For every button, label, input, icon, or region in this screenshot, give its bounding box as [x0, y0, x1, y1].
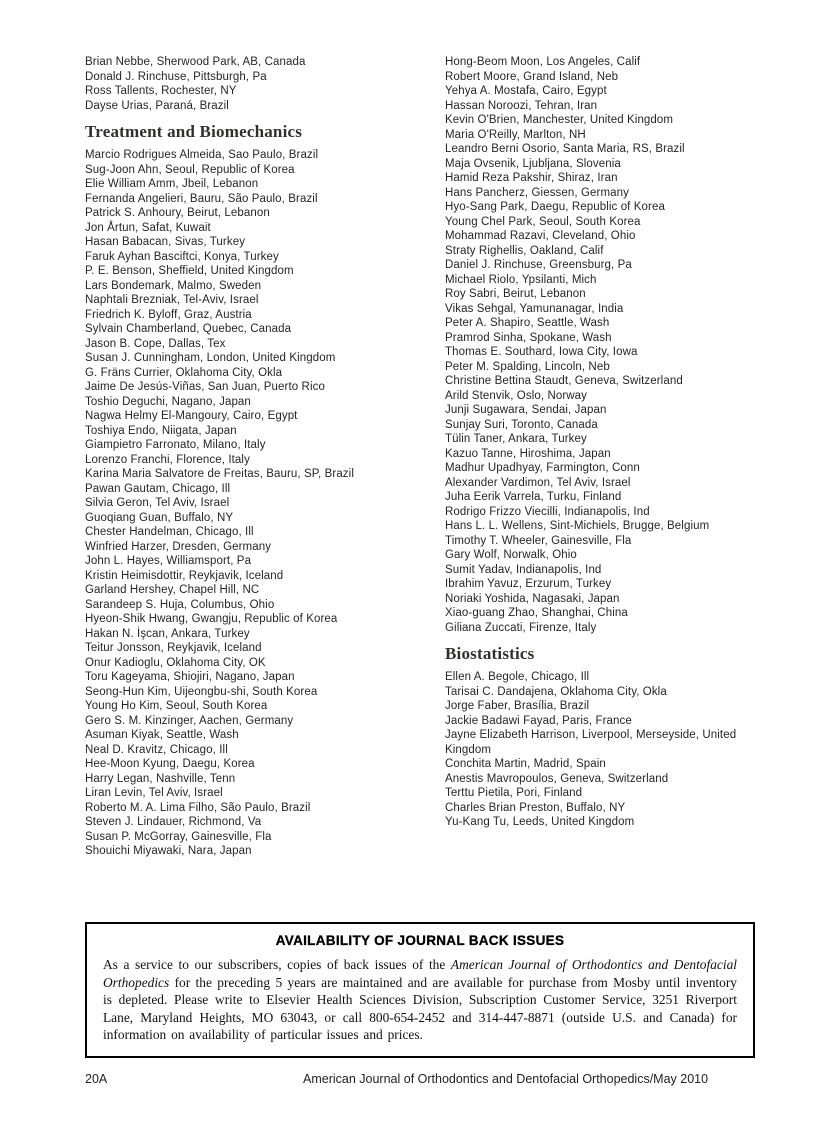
reviewer-entry: Hee-Moon Kyung, Daegu, Korea	[85, 758, 255, 770]
reviewer-entry: Robert Moore, Grand Island, Neb	[445, 70, 619, 83]
reviewer-entry: Ross Tallents, Rochester, NY	[85, 85, 237, 97]
reviewer-entry: Ellen A. Begole, Chicago, Ill	[445, 671, 590, 683]
reviewer-entry: Naphtali Brezniak, Tel-Aviv, Israel	[85, 294, 259, 306]
reviewer-entry: Jorge Faber, Brasília, Brazil	[445, 700, 590, 712]
reviewer-entry: Toshiya Endo, Niigata, Japan	[85, 424, 237, 437]
reviewer-entry: Toshio Deguchi, Nagano, Japan	[85, 395, 251, 408]
page-number: 20A	[85, 1072, 108, 1086]
reviewer-entry: Michael Riolo, Ypsilanti, Mich	[445, 273, 597, 286]
reviewer-entry: Maja Ovsenik, Ljubljana, Slovenia	[445, 157, 621, 170]
reviewer-entry: Friedrich K. Byloff, Graz, Austria	[85, 308, 252, 321]
reviewer-entry: Junji Sugawara, Sendai, Japan	[445, 404, 607, 416]
back-issues-notice-box	[85, 922, 755, 1058]
left-column	[85, 55, 445, 859]
reviewer-entry: Seong-Hun Kim, Uijeongbu-shi, South Korea	[85, 685, 318, 698]
reviewer-entry: Kazuo Tanne, Hiroshima, Japan	[445, 447, 611, 460]
reviewer-entry: Jason B. Cope, Dallas, Tex	[85, 337, 226, 350]
reviewer-entry: Patrick S. Anhoury, Beirut, Lebanon	[85, 207, 270, 219]
reviewer-entry: Jayne Elizabeth Harrison, Liverpool, Merseyside, United Kingdom	[445, 729, 737, 756]
reviewer-entry: Noriaki Yoshida, Nagasaki, Japan	[445, 592, 620, 605]
reviewer-entry: Garland Hershey, Chapel Hill, NC	[85, 584, 260, 596]
reviewer-entry: Jon Årtun, Safat, Kuwait	[85, 221, 211, 234]
reviewer-entry: Sarandeep S. Huja, Columbus, Ohio	[85, 598, 275, 611]
reviewer-entry: Pramrod Sinha, Spokane, Wash	[445, 331, 612, 344]
reviewer-entry: Nagwa Helmy El-Mangoury, Cairo, Egypt	[85, 410, 298, 422]
reviewer-entry: Peter M. Spalding, Lincoln, Neb	[445, 360, 610, 373]
reviewer-entry: Winfried Harzer, Dresden, Germany	[85, 540, 272, 553]
section-heading-treatment-and-biomechanics: Treatment and Biomechanics	[85, 122, 303, 141]
reviewer-entry: Dayse Urias, Paraná, Brazil	[85, 99, 229, 112]
reviewer-entry: Guoqiang Guan, Buffalo, NY	[85, 511, 234, 524]
reviewer-entry: Hans L. L. Wellens, Sint-Michiels, Brugge, Belgium	[445, 520, 710, 532]
reviewer-entry: Onur Kadioglu, Oklahoma City, OK	[85, 656, 266, 669]
reviewer-entry: Jackie Badawi Fayad, Paris, France	[445, 714, 632, 727]
reviewer-entry: Hyeon-Shik Hwang, Gwangju, Republic of Korea	[85, 613, 338, 625]
reviewer-entry: Shouichi Miyawaki, Nara, Japan	[85, 845, 252, 857]
back-issues-title: AVAILABILITY OF JOURNAL BACK ISSUES	[275, 933, 565, 948]
reviewer-entry: Silvia Geron, Tel Aviv, Israel	[85, 497, 230, 509]
reviewer-entry: Hans Pancherz, Giessen, Germany	[445, 186, 629, 199]
reviewer-entry: Straty Righellis, Oakland, Calif	[445, 244, 604, 257]
back-issues-body	[103, 956, 737, 1044]
reviewer-entry: Xiao-guang Zhao, Shanghai, China	[445, 607, 628, 619]
reviewer-entry: Karina Maria Salvatore de Freitas, Bauru, SP, Brazil	[85, 468, 354, 480]
reviewer-entry: Thomas E. Southard, Iowa City, Iowa	[445, 346, 638, 358]
reviewer-entry: Donald J. Rinchuse, Pittsburgh, Pa	[85, 70, 267, 83]
reviewer-entry: Lars Bondemark, Malmo, Sweden	[85, 279, 262, 292]
reviewer-entry: Peter A. Shapiro, Seattle, Wash	[445, 317, 610, 329]
reviewer-entry: Rodrigo Frizzo Viecilli, Indianapolis, Ind	[445, 505, 650, 518]
reviewer-entry: Susan J. Cunningham, London, United Kingdom	[85, 352, 336, 364]
reviewer-entry: Giampietro Farronato, Milano, Italy	[85, 439, 266, 451]
reviewer-entry: Yehya A. Mostafa, Cairo, Egypt	[445, 85, 607, 97]
reviewer-entry: Tülin Taner, Ankara, Turkey	[445, 433, 587, 445]
reviewer-entry: Hong-Beom Moon, Los Angeles, Calif	[445, 56, 641, 68]
reviewer-entry: Tarisai C. Dandajena, Oklahoma City, Okla	[445, 685, 667, 698]
reviewer-entry: Juha Eerik Varrela, Turku, Finland	[445, 491, 622, 503]
reviewer-entry: P. E. Benson, Sheffield, United Kingdom	[85, 265, 294, 277]
reviewer-entry: Madhur Upadhyay, Farmington, Conn	[445, 462, 640, 474]
reviewer-entry: Hamid Reza Pakshir, Shiraz, Iran	[445, 172, 618, 184]
reviewer-entry: Conchita Martin, Madrid, Spain	[445, 758, 606, 770]
reviewer-entry: G. Fräns Currier, Oklahoma City, Okla	[85, 366, 283, 379]
reviewer-entry: Lorenzo Franchi, Florence, Italy	[85, 453, 250, 466]
reviewer-entry: Marcio Rodrigues Almeida, Sao Paulo, Brazil	[85, 149, 319, 161]
reviewer-entry: Hassan Noroozi, Tehran, Iran	[445, 99, 598, 112]
reviewer-entry: Mohammad Razavi, Cleveland, Ohio	[445, 230, 636, 242]
reviewer-entry: Gary Wolf, Norwalk, Ohio	[445, 549, 577, 561]
reviewer-entry: Terttu Pietila, Pori, Finland	[445, 787, 583, 799]
reviewer-entry: Charles Brian Preston, Buffalo, NY	[445, 801, 626, 814]
reviewer-entry: Faruk Ayhan Basciftci, Konya, Turkey	[85, 250, 279, 263]
reviewer-entry: Susan P. McGorray, Gainesville, Fla	[85, 830, 272, 843]
reviewer-entry: Vikas Sehgal, Yamunanagar, India	[445, 302, 624, 315]
reviewer-entry: Gero S. M. Kinzinger, Aachen, Germany	[85, 714, 294, 727]
reviewer-entry: Timothy T. Wheeler, Gainesville, Fla	[445, 534, 632, 547]
reviewer-entry: Arild Stenvik, Oslo, Norway	[445, 389, 588, 402]
reviewer-entry: Sumit Yadav, Indianapolis, Ind	[445, 563, 602, 576]
biostatistics-reviewer-list	[445, 670, 757, 830]
page-footer	[85, 1072, 755, 1090]
continued-reviewer-list	[85, 55, 445, 113]
reviewer-entry: Sug-Joon Ahn, Seoul, Republic of Korea	[85, 163, 295, 176]
reviewer-entry: Ibrahim Yavuz, Erzurum, Turkey	[445, 578, 612, 590]
reviewer-entry: Fernanda Angelieri, Bauru, São Paulo, Brazil	[85, 192, 318, 205]
reviewer-entry: Maria O'Reilly, Marlton, NH	[445, 128, 586, 141]
reviewer-entry: Young Ho Kim, Seoul, South Korea	[85, 700, 268, 712]
reviewer-entry: Toru Kageyama, Shiojiri, Nagano, Japan	[85, 671, 295, 683]
journal-title-italic: American Journal of Orthodontics and Dentofacial Orthopedics	[103, 957, 737, 990]
reviewer-entry: Yu-Kang Tu, Leeds, United Kingdom	[445, 816, 635, 828]
reviewer-entry: Chester Handelman, Chicago, Ill	[85, 526, 254, 538]
reviewer-entry: Anestis Mavropoulos, Geneva, Switzerland	[445, 772, 669, 785]
reviewer-entry: Pawan Gautam, Chicago, Ill	[85, 482, 231, 495]
reviewer-entry: Kevin O'Brien, Manchester, United Kingdom	[445, 114, 674, 126]
back-issues-body-text-end: for the preceding 5 years are maintained and are available for purchase from Mosby until inventory is depleted. Please write to Elsevier Health Sciences Division, Subscription Customer Service, 3251 Riverport Lane, Maryland Heights, MO 63043, or call 800-654-2452 and 314-447-8871 (outside U.S. and Canada) for information on availability of particular issues and prices.	[103, 974, 737, 1042]
reviewer-entry: Young Chel Park, Seoul, South Korea	[445, 215, 641, 228]
reviewer-entry: Asuman Kiyak, Seattle, Wash	[85, 729, 239, 741]
reviewer-entry: Hasan Babacan, Sivas, Turkey	[85, 236, 246, 248]
reviewer-entry: Hyo-Sang Park, Daegu, Republic of Korea	[445, 201, 665, 213]
reviewer-entry: Sylvain Chamberland, Quebec, Canada	[85, 323, 292, 335]
reviewer-entry: John L. Hayes, Williamsport, Pa	[85, 555, 252, 567]
treatment-reviewer-list-continued	[445, 55, 757, 635]
reviewer-entry: Elie William Amm, Jbeil, Lebanon	[85, 178, 259, 190]
footer-journal-title: American Journal of Orthodontics and Dentofacial Orthopedics/May 2010	[303, 1072, 709, 1086]
reviewer-entry: Giliana Zuccati, Firenze, Italy	[445, 621, 597, 634]
section-heading-biostatistics: Biostatistics	[445, 644, 535, 663]
reviewer-entry: Brian Nebbe, Sherwood Park, AB, Canada	[85, 56, 306, 68]
reviewer-entry: Jaime De Jesús-Viñas, San Juan, Puerto Rico	[85, 381, 325, 393]
reviewer-entry: Christine Bettina Staudt, Geneva, Switzerland	[445, 375, 683, 387]
right-column	[445, 55, 757, 859]
reviewer-columns	[85, 55, 757, 859]
reviewer-entry: Roberto M. A. Lima Filho, São Paulo, Brazil	[85, 801, 311, 814]
back-issues-body-text-start: As a service to our subscribers, copies of back issues of the	[103, 957, 451, 972]
reviewer-entry: Roy Sabri, Beirut, Lebanon	[445, 288, 586, 300]
treatment-reviewer-list	[85, 148, 445, 859]
reviewer-entry: Leandro Berni Osorio, Santa Maria, RS, Brazil	[445, 143, 685, 155]
reviewer-entry: Neal D. Kravitz, Chicago, Ill	[85, 743, 228, 756]
reviewer-entry: Liran Levin, Tel Aviv, Israel	[85, 787, 223, 799]
reviewer-entry: Sunjay Suri, Toronto, Canada	[445, 418, 598, 431]
reviewer-entry: Daniel J. Rinchuse, Greensburg, Pa	[445, 259, 632, 271]
reviewer-entry: Kristin Heimisdottir, Reykjavik, Iceland	[85, 569, 284, 582]
reviewer-entry: Teitur Jonsson, Reykjavik, Iceland	[85, 642, 262, 654]
reviewer-entry: Hakan N. İşcan, Ankara, Turkey	[85, 627, 250, 640]
reviewer-entry: Steven J. Lindauer, Richmond, Va	[85, 816, 262, 828]
reviewer-entry: Harry Legan, Nashville, Tenn	[85, 772, 236, 785]
reviewer-entry: Alexander Vardimon, Tel Aviv, Israel	[445, 476, 631, 489]
